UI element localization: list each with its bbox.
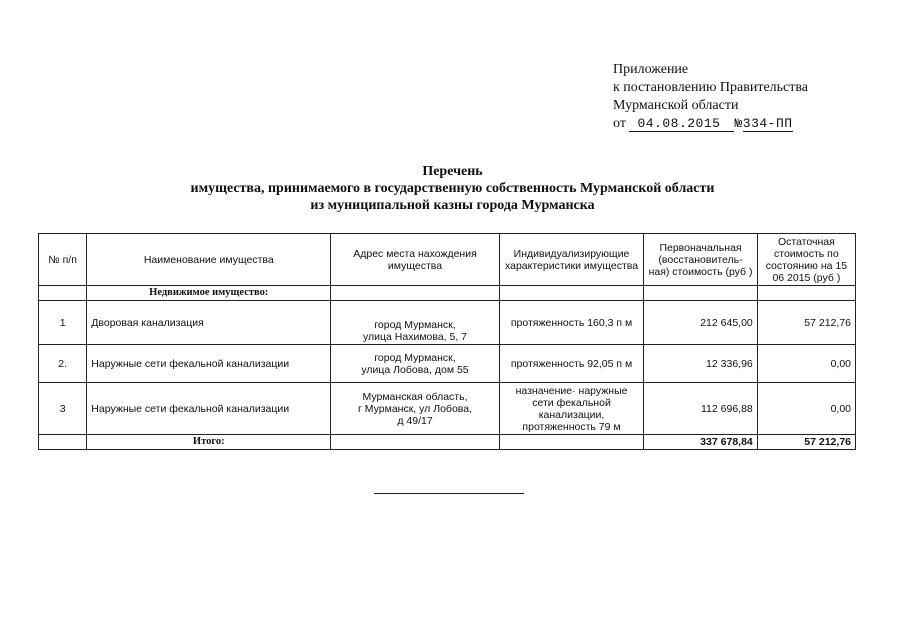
header-address: Адрес места нахождения имущества <box>331 234 500 286</box>
heading-line2: имущества, принимаемого в государственную собственность Мурманской области <box>190 181 715 196</box>
address-line: улица Лобова, дом 55 <box>361 363 469 376</box>
header-name: Наименование имущества <box>87 234 331 286</box>
address-line: город Мурманск, <box>374 319 456 331</box>
row-initial-cost: 212 645,00 <box>644 301 757 345</box>
row-residual-cost: 57 212,76 <box>757 301 855 345</box>
row-num: 1 <box>39 301 87 345</box>
number-prefix: № <box>734 116 743 131</box>
address-line: Мурманская область, <box>362 390 468 403</box>
header-characteristics: Индивидуализирующие характеристики имущества <box>499 234 644 286</box>
appendix-decree: к постановлению Правительства <box>613 80 809 95</box>
row-name: Наружные сети фекальной канализации <box>87 383 331 435</box>
header-residual-cost: Остаточная стоимость по состоянию на 15 06 2015 (руб ) <box>757 234 855 286</box>
total-row <box>39 435 856 450</box>
heading-title: Перечень <box>422 164 483 179</box>
address-line: д 49/17 <box>397 414 433 427</box>
row-name: Наружные сети фекальной канализации <box>87 345 331 383</box>
row-name: Дворовая канализация <box>87 301 331 345</box>
address-line: город Мурманск, <box>374 351 456 364</box>
total-label: Итого: <box>87 435 331 450</box>
section-label: Недвижимое имущество: <box>87 286 331 301</box>
total-residual-cost: 57 212,76 <box>757 435 855 450</box>
appendix-date-line <box>613 115 893 133</box>
header-num: № п/п <box>39 234 87 286</box>
row-address <box>331 345 500 383</box>
row-initial-cost: 112 696,88 <box>644 383 757 435</box>
characteristics-line: канализации, <box>538 408 605 421</box>
property-table <box>38 233 856 450</box>
appendix-region: Мурманской области <box>613 98 739 113</box>
date-prefix: от <box>613 116 626 131</box>
decree-date: 04.08.2015 <box>629 116 734 132</box>
address-line: улица Нахимова, 5, 7 <box>363 331 468 343</box>
header-initial-cost: Первоначальная (восстановитель-ная) стоимость (руб ) <box>644 234 757 286</box>
appendix-block <box>613 61 893 133</box>
closing-divider <box>374 493 524 494</box>
characteristics-line: назначение· наружные <box>515 384 628 397</box>
row-num: 2. <box>39 345 87 383</box>
section-row <box>39 286 856 301</box>
row-residual-cost: 0,00 <box>757 383 855 435</box>
total-initial-cost: 337 678,84 <box>644 435 757 450</box>
row-residual-cost: 0,00 <box>757 345 855 383</box>
row-address <box>331 301 500 345</box>
table-row <box>39 345 856 383</box>
table-header-row <box>39 234 856 286</box>
characteristics-line: сети фекальной <box>532 396 611 409</box>
characteristics-line: протяженность 79 м <box>522 420 621 433</box>
heading-line3: из муниципальной казны города Мурманска <box>310 198 595 213</box>
table-row <box>39 383 856 435</box>
row-characteristics: протяженность 92,05 п м <box>499 345 644 383</box>
row-num: 3 <box>39 383 87 435</box>
row-address <box>331 383 500 435</box>
document-heading <box>0 163 905 214</box>
row-initial-cost: 12 336,96 <box>644 345 757 383</box>
address-line: г Мурманск, ул Лобова, <box>358 402 472 415</box>
decree-number: 334-ПП <box>742 116 793 131</box>
table-row <box>39 301 856 345</box>
appendix-title: Приложение <box>613 62 689 77</box>
row-characteristics: протяженность 160,3 п м <box>499 301 644 345</box>
row-characteristics <box>499 383 644 435</box>
